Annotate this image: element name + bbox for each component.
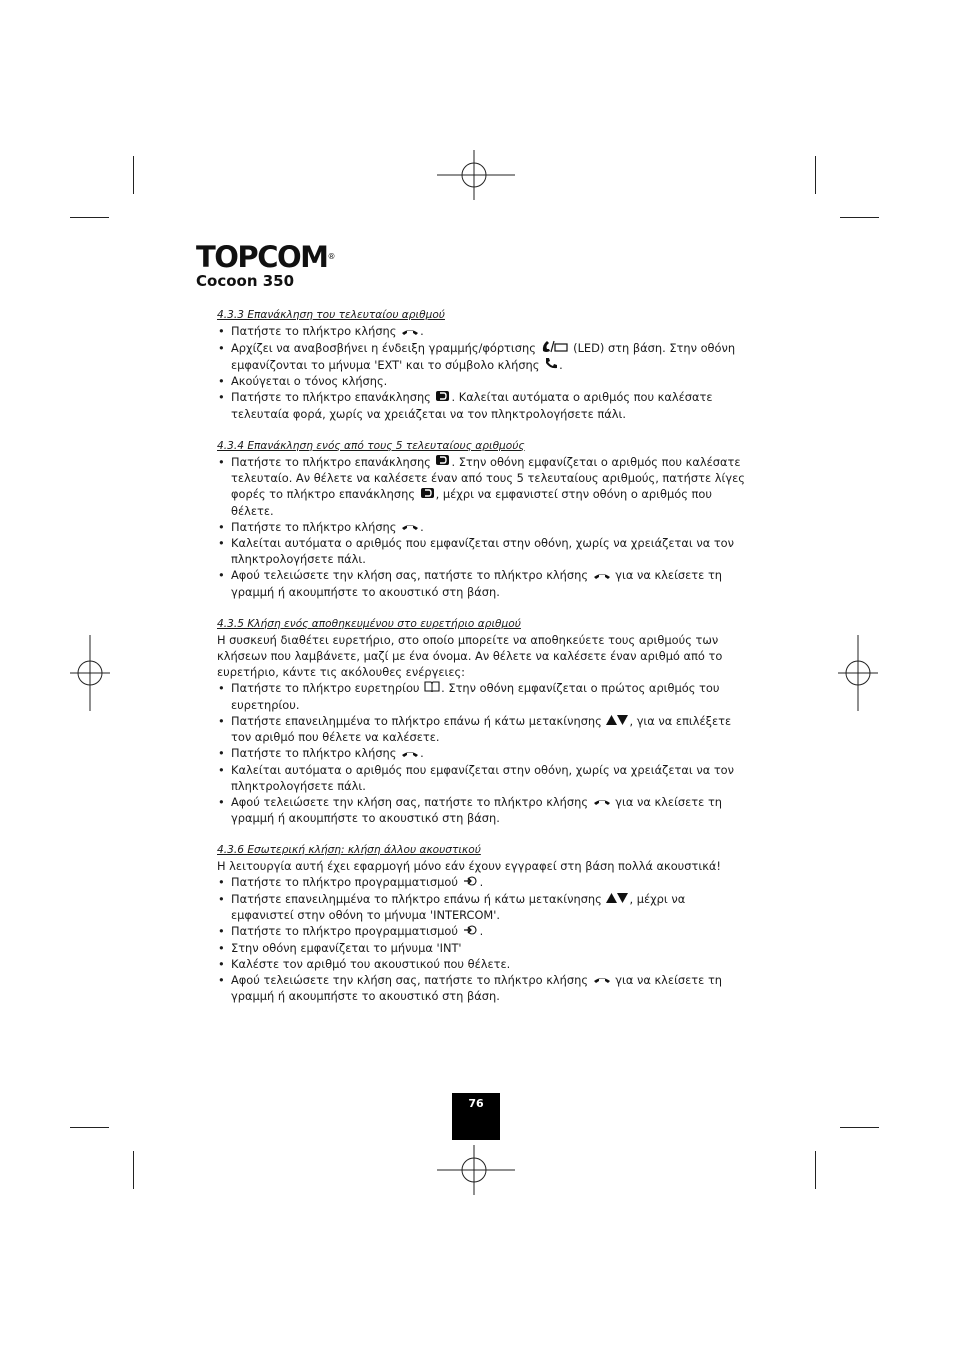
list-item	[217, 519, 747, 536]
instruction-list	[217, 454, 747, 600]
registered-mark: ®	[327, 252, 336, 261]
item-text: Πατήστε το πλήκτρο προγραμματισμού	[231, 875, 462, 889]
item-text: .	[479, 924, 484, 938]
list-item	[217, 762, 747, 794]
phonebook-key-icon	[424, 680, 440, 697]
list-item	[217, 454, 747, 519]
brand-logo	[196, 240, 336, 274]
instruction-list	[217, 323, 747, 422]
call-key-icon	[401, 519, 419, 535]
item-text: .	[420, 324, 424, 338]
list-item	[217, 567, 747, 600]
item-text: Πατήστε το πλήκτρο κλήσης	[231, 519, 401, 534]
section	[217, 616, 747, 827]
section	[217, 307, 747, 422]
page-number: 76	[452, 1093, 500, 1140]
item-text: , για να επιλέξετε τον αριθμό που θέλετε να καλέσετε.	[231, 713, 732, 744]
list-item	[217, 794, 747, 827]
section-intro: Η λειτουργία αυτή έχει εφαρμογή μόνο εάν έχουν εγγραφεί στη βάση πολλά ακουστικά!	[217, 859, 721, 873]
program-key-icon	[463, 924, 479, 940]
section-intro: Η συσκευή διαθέτει ευρετήριο, στο οποίο μπορείτε να αποθηκεύετε τους αριθμούς των κλήσεων που λαμβάνετε, μαζί με ένα όνομα. Αν θέλετε να καλέσετε έναν αριθμό από το ευρετήριο, κάντε τις ακόλουθες ενέργειες:	[217, 632, 723, 679]
registration-mark-top	[437, 150, 515, 200]
item-text: Πατήστε το πλήκτρο επανάκλησης	[231, 454, 435, 469]
section-title: 4.3.5 Κλήση ενός αποθηκευμένου στο ευρετήριο αριθμού	[217, 617, 521, 630]
redial-key-icon	[435, 390, 450, 406]
line-charge-led-icon	[541, 340, 569, 357]
call-key-icon	[593, 568, 611, 584]
crop-mark	[840, 217, 879, 218]
crop-mark	[840, 1127, 879, 1128]
item-text: , μέχρι να εμφανιστεί στην οθόνη ο αριθμός που θέλετε.	[231, 487, 712, 518]
list-item	[217, 745, 747, 762]
item-text: .	[420, 519, 424, 534]
registration-mark-left	[70, 635, 110, 711]
list-item	[217, 340, 747, 374]
crop-mark	[815, 1151, 816, 1189]
item-text: .	[559, 357, 563, 372]
redial-key-icon	[435, 454, 450, 470]
list-item	[217, 923, 747, 940]
item-text: Καλέστε τον αριθμό του ακουστικού που θέλετε.	[231, 956, 511, 971]
list-item	[217, 389, 747, 422]
model-name: Cocoon 350	[196, 272, 295, 290]
list-item	[217, 713, 747, 746]
call-key-icon	[593, 794, 611, 810]
item-text: . Στην οθόνη εμφανίζεται ο αριθμός που καλέσατε τελευταίο. Αν θέλετε να καλέσετε έναν από τους 5 τελευταίους αριθμούς, πατήστε λίγες φορές το πλήκτρο επανάκλησης	[231, 454, 745, 501]
list-item	[217, 373, 747, 389]
call-key-icon	[401, 746, 419, 762]
registration-mark-right	[838, 635, 878, 711]
list-item	[217, 874, 747, 891]
brand-name: TOPCOM	[196, 240, 328, 274]
section-title: 4.3.4 Επανάκληση ενός από τους 5 τελευταίους αριθμούς	[217, 439, 525, 452]
call-key-icon	[593, 972, 611, 988]
item-text: για να κλείσετε τη γραμμή ή ακουμπήστε το ακουστικό στη βάση.	[231, 794, 723, 825]
item-text: Πατήστε επανειλημμένα το πλήκτρο επάνω ή κάτω μετακίνησης	[231, 891, 606, 906]
instruction-list	[217, 874, 747, 1004]
item-text: Πατήστε επανειλημμένα το πλήκτρο επάνω ή κάτω μετακίνησης	[231, 713, 606, 728]
crop-mark	[133, 156, 134, 194]
list-item	[217, 535, 747, 567]
item-text: Πατήστε το πλήκτρο ευρετηρίου	[231, 680, 424, 695]
item-text: για να κλείσετε τη γραμμή ή ακουμπήστε το ακουστικό στη βάση.	[231, 972, 723, 1003]
item-text: Πατήστε το πλήκτρο προγραμματισμού	[231, 924, 462, 938]
call-key-icon	[401, 324, 419, 340]
item-text: Αφού τελειώσετε την κλήση σας, πατήστε το πλήκτρο κλήσης	[231, 794, 592, 809]
crop-mark	[815, 156, 816, 194]
up-down-arrows-icon	[606, 713, 628, 729]
item-text: Ακούγεται ο τόνος κλήσης.	[231, 374, 388, 388]
list-item	[217, 972, 747, 1005]
registration-mark-bottom	[437, 1145, 515, 1195]
item-text: .	[420, 746, 424, 760]
item-text: Καλείται αυτόματα ο αριθμός που εμφανίζεται στην οθόνη, χωρίς να χρειάζεται να τον πληκτρολογήσετε πάλι.	[231, 762, 735, 793]
item-text: Στην οθόνη εμφανίζεται το μήνυμα 'INT'	[231, 940, 462, 955]
list-item	[217, 940, 747, 956]
brand-header	[196, 240, 336, 290]
crop-mark	[70, 217, 109, 218]
item-text: Αφού τελειώσετε την κλήση σας, πατήστε το πλήκτρο κλήσης	[231, 972, 592, 987]
list-item	[217, 891, 747, 924]
item-text: .	[479, 875, 484, 889]
item-text: . Στην οθόνη εμφανίζεται ο πρώτος αριθμός του ευρετηρίου.	[231, 680, 720, 712]
program-key-icon	[463, 875, 479, 891]
item-text: Πατήστε το πλήκτρο κλήσης	[231, 746, 401, 760]
list-item	[217, 680, 747, 713]
crop-mark	[70, 1127, 109, 1128]
up-down-arrows-icon	[606, 891, 628, 907]
list-item	[217, 956, 747, 972]
item-text: . Καλείται αυτόματα ο αριθμός που καλέσατε τελευταία φορά, χωρίς να χρειάζεται να τον πληκτρολογήσετε πάλι.	[231, 390, 713, 421]
item-text: , μέχρι να εμφανιστεί στην οθόνη το μήνυμα 'INTERCOM'.	[231, 891, 686, 922]
crop-mark	[133, 1151, 134, 1189]
redial-key-icon	[420, 487, 435, 503]
section-title: 4.3.3 Επανάκληση του τελευταίου αριθμού	[217, 309, 445, 321]
item-text: Πατήστε το πλήκτρο κλήσης	[231, 324, 401, 338]
instruction-list	[217, 680, 747, 827]
section	[217, 438, 747, 600]
handset-symbol-icon	[544, 357, 558, 373]
item-text: για να κλείσετε τη γραμμή ή ακουμπήστε το ακουστικό στη βάση.	[231, 568, 723, 599]
item-text: (LED) στη βάση. Στην οθόνη εμφανίζονται το μήνυμα 'EXT' και το σύμβολο κλήσης	[231, 340, 736, 372]
item-text: Αρχίζει να αναβοσβήνει η ένδειξη γραμμής/φόρτισης	[231, 340, 540, 355]
list-item	[217, 323, 747, 340]
section	[217, 842, 747, 1004]
manual-content	[217, 307, 747, 1020]
item-text: Πατήστε το πλήκτρο επανάκλησης	[231, 390, 435, 404]
item-text: Καλείται αυτόματα ο αριθμός που εμφανίζεται στην οθόνη, χωρίς να χρειάζεται να τον πληκτρολογήσετε πάλι.	[231, 536, 735, 566]
item-text: Αφού τελειώσετε την κλήση σας, πατήστε το πλήκτρο κλήσης	[231, 568, 592, 582]
section-title: 4.3.6 Εσωτερική κλήση: κλήση άλλου ακουστικού	[217, 844, 481, 856]
